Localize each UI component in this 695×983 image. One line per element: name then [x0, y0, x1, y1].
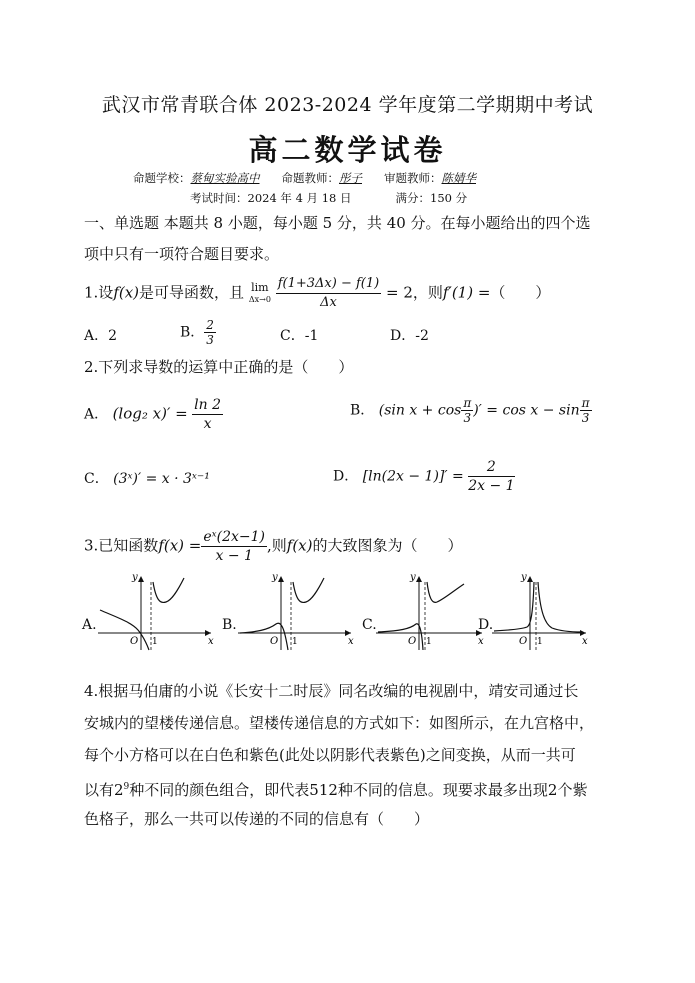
- section1-line1: 一、单选题 本题共 8 小题，每小题 5 分，共 40 分。在每小题给出的四个选: [84, 214, 591, 232]
- q2-d-frac: [468, 458, 514, 495]
- q2-d-lhs: [ln(2x − 1)]′ =: [362, 468, 464, 485]
- reviewer-label: 审题教师：: [384, 171, 442, 185]
- exam-meta-line-2: [190, 190, 467, 206]
- exam-time-label: 考试时间：: [190, 191, 248, 205]
- proposer-teacher: 彤子: [339, 171, 362, 185]
- q3-fx: f(x) =: [158, 536, 202, 555]
- origin-label: O: [270, 636, 279, 647]
- q4-line4a: 以有2: [84, 781, 124, 799]
- q2-option-b: [350, 396, 592, 425]
- curve-right: [538, 582, 582, 632]
- q1-option-d: D．-2: [390, 328, 429, 344]
- q4-line3: 每个小方格可以在白色和紫色(此处以阴影代表紫色)之间变换，从而一共可: [84, 746, 576, 764]
- y-label: y: [521, 572, 527, 583]
- q1-option-b-frac: [204, 318, 216, 347]
- q2-a-label: A．: [84, 406, 109, 423]
- q3-frac: [201, 528, 267, 565]
- q1-option-b-den: 3: [206, 333, 214, 347]
- q4-line4-sup: 9: [123, 782, 130, 792]
- q2-a-num: ln 2: [194, 397, 222, 413]
- q2-option-a: [84, 396, 223, 433]
- q1-option-b: [180, 318, 216, 347]
- q1-limit: [249, 282, 271, 306]
- q1-option-b-num: 2: [206, 318, 214, 332]
- full-score: 150 分: [430, 191, 468, 205]
- q1-option-a: A．2: [84, 328, 118, 344]
- q1-numerator: f(1+3Δx) − f(1): [276, 275, 382, 294]
- q1-target: f′(1) =: [442, 283, 491, 302]
- q3-graph-c: [374, 572, 486, 652]
- x-label: x: [348, 636, 354, 647]
- q4-line2: 安城内的望楼传递信息。望楼传递信息的方式如下：如图所示，在九宫格中，: [84, 714, 595, 732]
- q3-fx2: f(x): [286, 536, 313, 555]
- full-score-label: 满分：: [395, 191, 430, 205]
- q2-b-mid: )′ = cos x − sin: [473, 402, 580, 419]
- q3-option-d-label: D.: [478, 617, 494, 633]
- q1-equals: = 2，则: [385, 283, 443, 302]
- q1-lim: lim: [251, 280, 269, 294]
- q1-option-c: C．-1: [280, 328, 319, 344]
- curve-right: [153, 578, 184, 602]
- x-label: x: [208, 636, 214, 647]
- y-axis-arrow-icon: [278, 576, 284, 582]
- y-label: y: [410, 572, 416, 583]
- q2-b-frac2: [580, 396, 592, 425]
- curve-left: [378, 624, 423, 650]
- exam-meta-line-1: [133, 170, 476, 186]
- q4-line5: 色格子，那么一共可以传递的不同的信息有（ ）: [84, 810, 430, 828]
- origin-label: O: [408, 636, 417, 647]
- q4-line4: [84, 772, 587, 805]
- q1-prefix: 1.设: [84, 283, 114, 302]
- curve-left: [100, 610, 149, 650]
- q2-option-d: [333, 458, 515, 495]
- y-axis-arrow-icon: [416, 576, 422, 582]
- one-label: 1: [537, 637, 543, 647]
- q2-b-frac1: [461, 396, 473, 425]
- q4-line1: 4.根据马伯庸的小说《长安十二时辰》同名改编的电视剧中，靖安司通过长: [84, 682, 579, 700]
- exam-time: 2024 年 4 月 18 日: [247, 191, 352, 205]
- proposer-school-label: 命题学校：: [133, 171, 191, 185]
- proposer-school: 蔡甸实验高中: [190, 171, 260, 185]
- q2-d-label: D．: [333, 468, 359, 485]
- x-label: x: [478, 636, 484, 647]
- q2-c-label: C．: [84, 471, 109, 487]
- q2-d-num: 2: [468, 458, 514, 477]
- question-2-stem: 2.下列求导数的运算中正确的是（ ）: [84, 358, 354, 376]
- question-1: [84, 275, 550, 312]
- q1-option-b-label: B．: [180, 324, 205, 341]
- q1-fraction: [276, 275, 382, 312]
- section1-line2: 项中只有一项符合题目要求。: [84, 245, 280, 263]
- q3-den: x − 1: [215, 548, 253, 564]
- q1-denominator: Δx: [320, 295, 337, 310]
- q3-graph-d: [490, 572, 590, 652]
- one-label: 1: [152, 637, 158, 647]
- q3-tail: 的大致图象为（ ）: [312, 536, 463, 555]
- q2-b-3-1: 3: [463, 411, 472, 425]
- q2-b-lhs: (sin x + cos: [378, 402, 462, 419]
- q2-a-frac: [192, 396, 223, 433]
- q2-a-den: x: [203, 416, 212, 432]
- q3-option-c-label: C.: [362, 617, 377, 633]
- curve-right: [293, 578, 324, 602]
- curve-right: [427, 582, 464, 602]
- q1-mid: 是可导函数，且: [139, 283, 245, 302]
- page-title: 高二数学试卷: [248, 133, 447, 167]
- reviewer: 陈婧华: [441, 171, 476, 185]
- q1-answer-paren: （ ）: [490, 283, 551, 302]
- q3-option-a-label: A.: [82, 617, 97, 633]
- x-label: x: [582, 636, 588, 647]
- origin-label: O: [130, 636, 139, 647]
- q2-b-3-2: 3: [581, 411, 590, 425]
- y-axis-arrow-icon: [138, 576, 144, 582]
- curve-left: [494, 582, 534, 631]
- q1-fx: f(x): [113, 283, 140, 302]
- q2-d-den: 2x − 1: [468, 478, 515, 494]
- q3-prefix: 3.已知函数: [84, 536, 159, 555]
- school-line: 武汉市常青联合体 2023-2024 学年度第二学期期中考试: [101, 94, 594, 116]
- q3-graph-b: [236, 572, 356, 652]
- q3-graph-a: [96, 572, 216, 652]
- q4-line4b: 种不同的颜色组合，即代表512种不同的信息。现要求最多出现2个紫: [129, 781, 588, 799]
- q2-b-pi1: π: [463, 396, 472, 410]
- origin-label: O: [519, 636, 528, 647]
- q1-lim-sub: Δx→0: [248, 294, 271, 304]
- one-label: 1: [426, 637, 432, 647]
- q3-suffix: ,则: [267, 536, 287, 555]
- q2-b-pi2: π: [581, 396, 590, 410]
- y-axis-arrow-icon: [527, 576, 533, 582]
- q2-b-label: B．: [350, 402, 375, 419]
- y-label: y: [132, 572, 138, 583]
- one-label: 1: [292, 637, 298, 647]
- q3-num: eˣ(2x−1): [203, 529, 265, 545]
- q2-a-lhs: (log₂ x)′ =: [112, 404, 188, 423]
- q2-c-expr: (3ˣ)′ = x · 3ˣ⁻¹: [113, 471, 210, 487]
- q2-option-c: [84, 468, 210, 488]
- proposer-teacher-label: 命题教师：: [281, 171, 339, 185]
- question-3-stem: [84, 528, 463, 565]
- y-label: y: [272, 572, 278, 583]
- q3-option-b-label: B.: [222, 617, 237, 633]
